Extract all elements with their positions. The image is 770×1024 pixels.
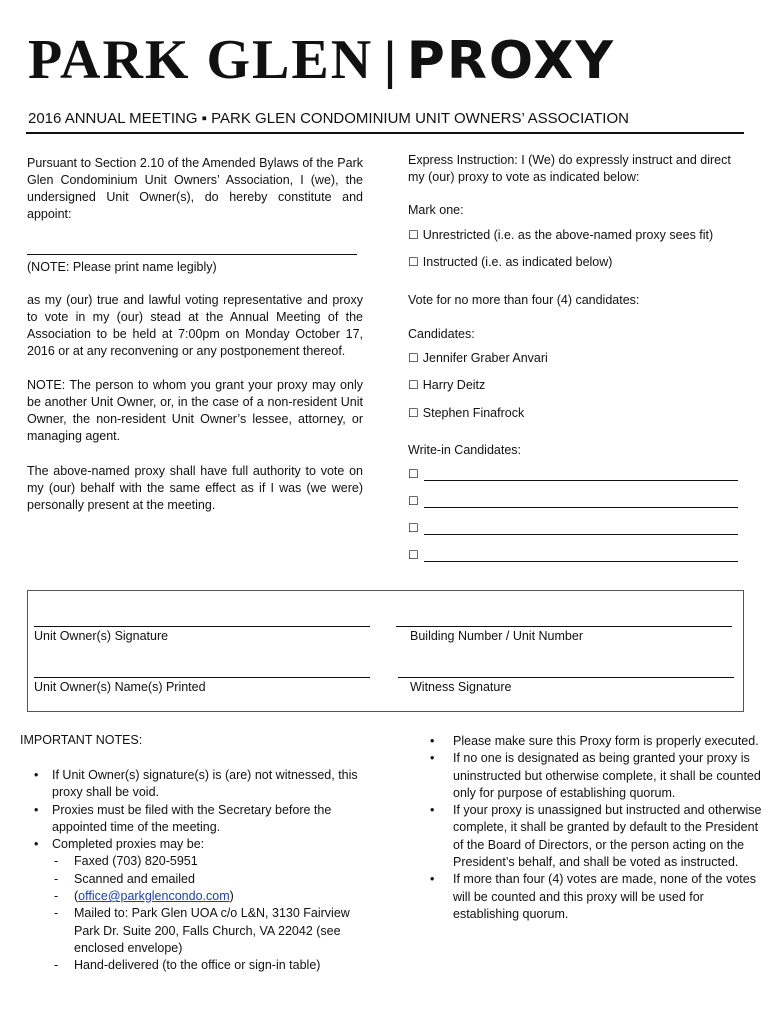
checkbox-icon[interactable]: ☐ (408, 255, 419, 269)
express-instruction: Express Instruction: I (We) do expressly instruct and direct my (our) proxy to vote as indicated below: (408, 153, 731, 184)
candidate-name: Stephen Finafrock (422, 406, 525, 420)
print-name-note: (NOTE: Please print name legibly) (27, 260, 217, 274)
list-item: • Please make sure this Proxy form is properly executed. (426, 733, 762, 750)
list-item: • If Unit Owner(s) signature(s) is (are) not witnessed, this proxy shall be void. (30, 767, 365, 802)
title-park-glen: PARK GLEN (28, 29, 374, 91)
list-item: • Completed proxies may be: (30, 836, 365, 853)
writein-2-line[interactable] (424, 507, 738, 508)
list-item: - Mailed to: Park Glen UOA c/o L&N, 3130 Fairview Park Dr. Suite 200, Falls Church, VA 22042 (see enclosed envelope) (30, 905, 365, 957)
writein-1-checkbox[interactable] (408, 467, 423, 481)
list-item: • If no one is designated as being granted your proxy is uninstructed but otherwise complete, it shall be counted only for purpose of establishing quorum. (426, 750, 762, 802)
checkbox-icon[interactable]: ☐ (408, 406, 419, 420)
option-instructed[interactable] (408, 255, 612, 269)
witness-line[interactable] (398, 677, 734, 678)
list-item: • If more than four (4) votes are made, none of the votes will be counted and this proxy will be used for establishing quorum. (426, 871, 762, 923)
proxy-eligibility-note: NOTE: The person to whom you grant your proxy may only be another Unit Owner, or, in the case of a non-resident Unit Owner, the non-resident Unit Owner’s lessee, attorney, or managing agent. (27, 378, 363, 443)
candidate-name: Jennifer Graber Anvari (422, 351, 548, 365)
intro-paragraph: Pursuant to Section 2.10 of the Amended Bylaws of the Park Glen Condominium Unit Owners’ Association, I (we), the undersigned Unit Owner(s), do hereby constitute and appoint: (27, 156, 363, 221)
writein-3-checkbox[interactable] (408, 521, 423, 535)
notes-right-list (426, 733, 762, 923)
checkbox-icon[interactable]: ☐ (408, 548, 419, 562)
checkbox-icon[interactable]: ☐ (408, 228, 419, 242)
list-item-email (30, 888, 365, 905)
title-proxy: PROXY (406, 31, 615, 91)
proxy-name-line[interactable] (27, 254, 357, 255)
option-unrestricted-label: Unrestricted (i.e. as the above-named proxy sees fit) (422, 228, 714, 242)
candidate-3[interactable] (408, 406, 524, 420)
writein-4-line[interactable] (424, 561, 738, 562)
writein-label: Write-in Candidates: (408, 443, 522, 457)
email-link[interactable]: office@parkglencondo.com (78, 889, 230, 904)
candidate-1[interactable] (408, 351, 548, 365)
writein-3-line[interactable] (424, 534, 738, 535)
candidates-label: Candidates: (408, 327, 475, 341)
form-title (28, 28, 615, 92)
checkbox-icon[interactable]: ☐ (408, 467, 419, 481)
owner-name-line[interactable] (34, 677, 370, 678)
writein-4-checkbox[interactable] (408, 548, 423, 562)
checkbox-icon[interactable]: ☐ (408, 351, 419, 365)
building-unit-line[interactable] (396, 626, 732, 627)
writein-2-checkbox[interactable] (408, 494, 423, 508)
option-instructed-label: Instructed (i.e. as indicated below) (422, 255, 613, 269)
candidate-2[interactable] (408, 378, 485, 392)
candidate-name: Harry Deitz (422, 378, 486, 392)
checkbox-icon[interactable]: ☐ (408, 494, 419, 508)
checkbox-icon[interactable]: ☐ (408, 378, 419, 392)
header-rule (26, 132, 744, 134)
list-item: • Proxies must be filed with the Secretary before the appointed time of the meeting. (30, 802, 365, 837)
authority-paragraph: The above-named proxy shall have full authority to vote on my (our) behalf with the same effect as if I was (we were) personally present at the meeting. (27, 464, 363, 512)
notes-left-list (30, 767, 365, 975)
owner-signature-line[interactable] (34, 626, 370, 627)
option-unrestricted[interactable] (408, 228, 713, 242)
owner-name-label: Unit Owner(s) Name(s) Printed (34, 680, 206, 694)
email-paren-close: ) (229, 889, 234, 904)
representative-paragraph: as my (our) true and lawful voting representative and proxy to vote in my (our) stead at the Annual Meeting of the Association to be held at 7:00pm on Monday October 17, 2016 or at any reconvening or any postponement thereof. (27, 293, 363, 358)
list-item: - Hand-delivered (to the office or sign-in table) (30, 957, 365, 974)
meeting-subtitle: 2016 ANNUAL MEETING ▪ PARK GLEN CONDOMINIUM UNIT OWNERS’ ASSOCIATION (28, 110, 629, 127)
vote-limit-text: Vote for no more than four (4) candidates: (408, 293, 640, 307)
building-unit-label: Building Number / Unit Number (410, 629, 583, 643)
list-item: • If your proxy is unassigned but instructed and otherwise complete, it shall be granted by default to the President of the Board of Directors, or the person acting on the President’s behalf, and shall be voted as instructed. (426, 802, 762, 871)
list-item: - Scanned and emailed (30, 871, 365, 888)
list-item: - Faxed (703) 820-5951 (30, 853, 365, 870)
owner-signature-label: Unit Owner(s) Signature (34, 629, 169, 643)
mark-one-label: Mark one: (408, 203, 464, 217)
email-paren-open: ( (74, 889, 79, 904)
title-separator: | (383, 32, 397, 90)
witness-label: Witness Signature (410, 680, 512, 694)
writein-1-line[interactable] (424, 480, 738, 481)
important-notes-title: IMPORTANT NOTES: (20, 733, 143, 747)
checkbox-icon[interactable]: ☐ (408, 521, 419, 535)
